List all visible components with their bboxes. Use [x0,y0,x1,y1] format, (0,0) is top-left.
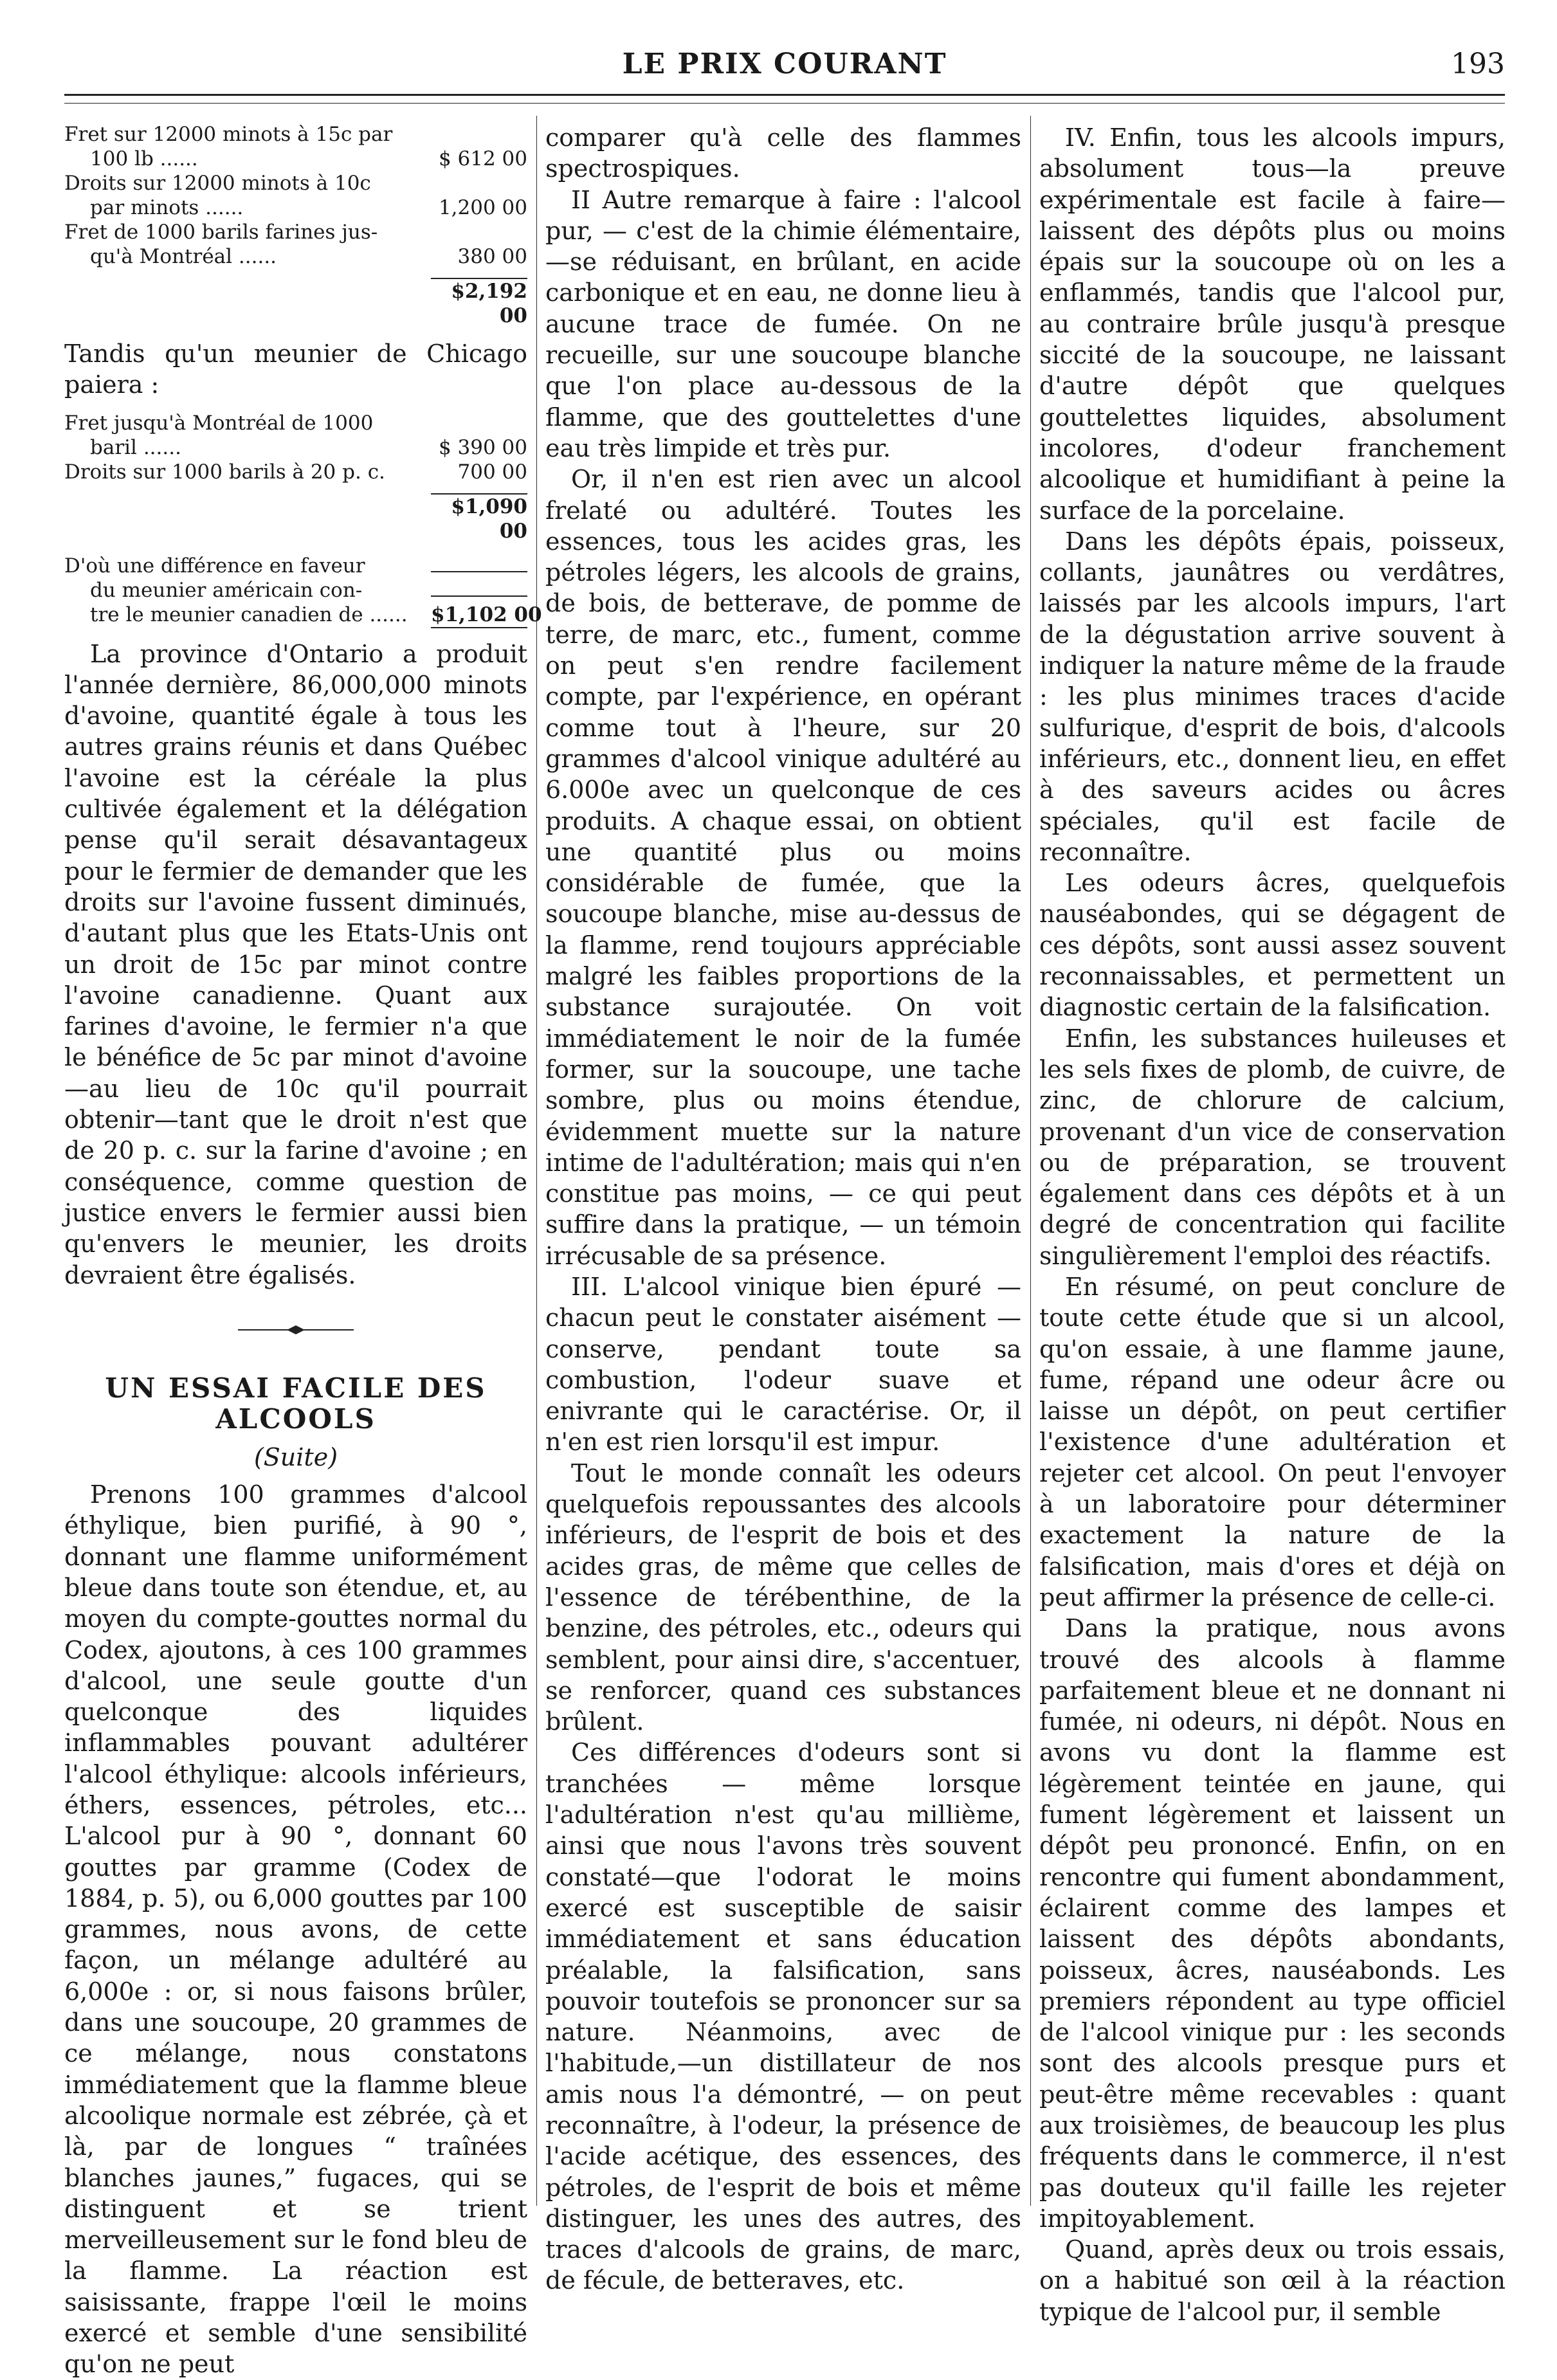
ledger-total [64,269,527,328]
total-amount: $1,090 00 [431,493,527,543]
ledger-description: D'où une différence en faveur [64,554,365,577]
ledger-row [64,171,527,195]
column-2 [545,122,1021,2295]
paragraph: Tandis qu'un meunier de Chicago paiera : [64,340,527,399]
ledger-row [64,244,527,269]
ledger-row [64,195,527,220]
ledger-description: Fret de 1000 barils farines jus- [64,221,378,244]
ledger-row [64,554,527,578]
ledger-amount: 700 00 [457,460,527,484]
ledger-row [64,460,527,484]
ledger-description: tre le meunier canadien de ...... [90,603,408,626]
ledger-row [64,603,542,628]
ledger-description: baril ...... [90,435,181,459]
ledger-description: Fret sur 12000 minots à 15c par [64,123,393,146]
ledger-description: 100 lb ...... [90,147,198,170]
paragraph: Prenons 100 grammes d'alcool éthylique, bien purifié, à 90 °, donnant une flamme uniformément bleue dans toute son étendue, et, au moyen du compte-gouttes normal du Codex, ajoutons, à ces 100 grammes d'alcool, une seule goutte d'un quelconque des liquides inflammables pouvant adultérer l'alcool éthylique: alcools inférieurs, éthers, essences, pétroles, etc... L'alcool pur à 90 °, donnant 60 gouttes par gramme (Codex de 1884, p. 5), ou 6,000 gouttes par 100 grammes, nous avons, de cette façon, un mélange adultéré au 6,000e : or, si nous faisons brûler, dans une soucoupe, 20 grammes de ce mélange, nous constatons immédiatement que la flamme bleue alcoolique normale est zébrée, çà et là, par de longues “ traînées blanches jaunes,” fugaces, qui se distinguent et se trient merveilleusement sur le fond bleu de la flamme. La réaction est saisissante, frappe l'œil le moins exercé et semble d'une sensibilité qu'on ne peut [64,1480,527,2379]
paragraph: La province d'Ontario a produit l'année dernière, 86,000,000 minots d'avoine, quantité égale à tous les autres grains réunis et dans Québec l'avoine est la céréale la plus cultivée également et la délégation pense qu'il serait désavantageux pour le fermier de demander que les droits sur l'avoine fussent diminués, d'autant plus que les Etats-Unis ont un droit de 15c par minot contre l'avoine canadienne. Quant aux farines d'avoine, le fermier n'a que le bénéfice de 5c par minot d'avoine—au lieu de 10c qu'il pourrait obtenir—tant que le droit n'est que de 20 p. c. sur la farine d'avoine ; en conséquence, comme question de justice envers le fermier aussi bien qu'envers le meunier, les droits devraient être égalisés. [64,639,527,1289]
paragraph: Dans les dépôts épais, poisseux, collants, jaunâtres ou verdâtres, laissés par les alcools impurs, l'art de la dégustation arrive souvent à indiquer la nature même de la fraude : les plus minimes traces d'acide sulfurique, d'esprit de bois, d'alcools inférieurs, etc., donnent lieu, en effet à des saveurs acides ou âcres spéciales, qu'il est facile de reconnaître. [1039,527,1506,866]
page-number: 193 [1451,48,1505,80]
page-header [64,45,1505,90]
paragraph: En résumé, on peut conclure de toute cette étude que si un alcool, qu'on essaie, à une flamme jaune, fume, répand une odeur âcre ou laisse un dépôt, on peut certifier l'existence d'une adultération et rejeter cet alcool. On peut l'envoyer à un laboratoire pour déterminer exactement la nature de la falsification, mais d'ores et déjà on peut affirmer la présence de celle-ci. [1039,1272,1506,1612]
section-subtitle: (Suite) [253,1442,338,1471]
column-3 [1039,122,1506,2326]
ledger-amount: $ 612 00 [438,147,527,170]
ledger-amount: $ 390 00 [438,435,527,459]
paragraph: Quand, après deux ou trois essais, on a habitué son œil à la réaction typique de l'alcool pur, il semble [1039,2235,1506,2326]
ledger-description: qu'à Montréal ...... [90,245,277,268]
ledger-amount: 1,200 00 [438,196,527,219]
paragraph: Les odeurs âcres, quelquefois nauséabondes, qui se dégagent de ces dépôts, sont aussi assez souvent reconnaissables, et permettent un diagnostic certain de la falsification. [1039,869,1506,1022]
ledger-description: Droits sur 12000 minots à 10c [64,172,371,195]
paragraph: II Autre remarque à faire : l'alcool pur, — c'est de la chimie élémentaire,—se réduisant, en brûlant, en acide carbonique et en eau, ne donne lieu à aucune trace de fumée. On ne recueille, sur une soucoupe blanche que l'on place au-dessous de la flamme, que des gouttelettes d'une eau très limpide et très pur. [545,185,1021,462]
paragraph: Or, il n'en est rien avec un alcool frelaté ou adultéré. Toutes les essences, tous les acides gras, les pétroles légers, les alcools de grains, de bois, de betterave, de pomme de terre, de marc, etc., fument, comme on peut s'en rendre facilement compte, par l'expérience, en opérant comme tout à l'heure, sur 20 grammes d'alcool vinique adultéré au 6.000e avec un quelconque de ces produits. A chaque essai, on obtient une quantité plus ou moins considérable de fumée, que la soucoupe blanche, mise au-dessus de la flamme, rend toujours appréciable malgré les faibles proportions de la substance surajoutée. On voit immédiatement le noir de la fumée former, sur la soucoupe, une tache sombre, plus ou moins étendue, évidemment muette sur la nature intime de l'adultération; mais qui n'en constitue pas moins, — ce qui peut suffire dans la pratique, — un témoin irrécusable de sa présence. [545,465,1021,1270]
paragraph: comparer qu'à celle des flammes spectrospiques. [545,123,1021,183]
ledger-description: par minots ...... [90,196,244,219]
ledger-row [64,578,527,603]
difference-ledger [64,554,542,628]
ledger-description: du meunier américain con- [90,578,363,602]
header-rule [64,94,1505,96]
chicago-ledger [64,411,527,484]
ledger-row [64,122,527,147]
ledger-row [64,435,527,460]
ledger-amount: $1,102 00 [431,603,527,628]
separator-ornament [64,1313,527,1343]
ledger-amount [431,595,527,597]
ledger-description: Droits sur 1000 barils à 20 p. c. [64,460,385,484]
ledger-row [64,411,527,435]
ledger-description: Fret jusqu'à Montréal de 1000 [64,411,374,435]
ledger-amount [431,571,527,572]
paragraph: Dans la pratique, nous avons trouvé des alcools à flamme parfaitement bleue et ne donnant ni fumée, ni odeurs, ni dépôt. Nous en avons vu dont la flamme est légèrement teintée en jaune, qui fument légèrement et laissent un dépôt peu prononcé. Enfin, on en rencontre qui fument abondamment, éclairent comme des lampes et laissent des dépôts abondants, poisseux, âcres, nauséabonds. Les premiers répondent au type officiel de l'alcool vinique pur : les seconds sont des alcools presque purs et peut-être même recevables : quant aux troisièmes, de beaucoup les plus fréquents dans le commerce, il n'est pas douteux qu'il faille les rejeter impitoyablement. [1039,1614,1506,2233]
paragraph: IV. Enfin, tous les alcools impurs, absolument tous—la preuve expérimentale est facile à faire—laissent des dépôts plus ou moins épais sur la soucoupe où on les a enflammés, tandis que l'alcool pur, au contraire brûle jusqu'à presque siccité de la soucoupe, ne laissant d'autre dépôt que quelques gouttelettes liquides, absolument incolores, d'odeur franchement alcoolique et humidifiant à peine la surface de la porcelaine. [1039,123,1506,525]
ledger-row [64,147,527,171]
page-title: LE PRIX COURANT [622,48,947,80]
header-rule-thin [64,103,1505,104]
freight-ledger [64,122,527,269]
paragraph: Ces différences d'odeurs sont si tranchées — même lorsque l'adultération n'est qu'au millième, ainsi que nous l'avons très souvent constaté—que l'odorat le moins exercé est susceptible de saisir immédiatement et sans éducation préalable, la falsification, sans pouvoir toutefois se prononcer sur sa nature. Néanmoins, avec de l'habitude,—un distillateur de nos amis nous l'a démontré, — on peut reconnaître, à l'odeur, la présence de l'acide acétique, des essences, des pétroles, de l'esprit de bois et même distinguer, les unes des autres, des traces d'alcools de grains, de marc, de fécule, de betteraves, etc. [545,1738,1021,2295]
total-amount: $2,192 00 [431,278,527,328]
paragraph: III. L'alcool vinique bien épuré —chacun peut le constater aisément —conserve, pendant toute sa combustion, l'odeur suave et enivrante qui le caractérise. Or, il n'en est rien lorsqu'il est impur. [545,1272,1021,1457]
paragraph: Tout le monde connaît les odeurs quelquefois repoussantes des alcools inférieurs, de l'esprit de bois et des acides gras, de même que celles de l'essence de térébenthine, de la benzine, des pétroles, etc., odeurs qui semblent, pour ainsi dire, s'accentuer, se renforcer, quand ces substances brûlent. [545,1458,1021,1736]
column-1 [64,122,542,2379]
column-divider [536,116,537,2206]
ledger-row [64,220,527,244]
ledger-total [64,484,527,543]
section-title: UN ESSAI FACILE DES ALCOOLS [105,1372,487,1435]
paragraph: Enfin, les substances huileuses et les sels fixes de plomb, de cuivre, de zinc, de chlorure de calcium, provenant d'un vice de conservation ou de préparation, se trouvent également dans ces dépôts et à un degré de concentration qui facilite singulièrement l'emploi des réactifs. [1039,1024,1506,1270]
ledger-amount: 380 00 [457,245,527,268]
column-divider [1030,116,1031,2206]
